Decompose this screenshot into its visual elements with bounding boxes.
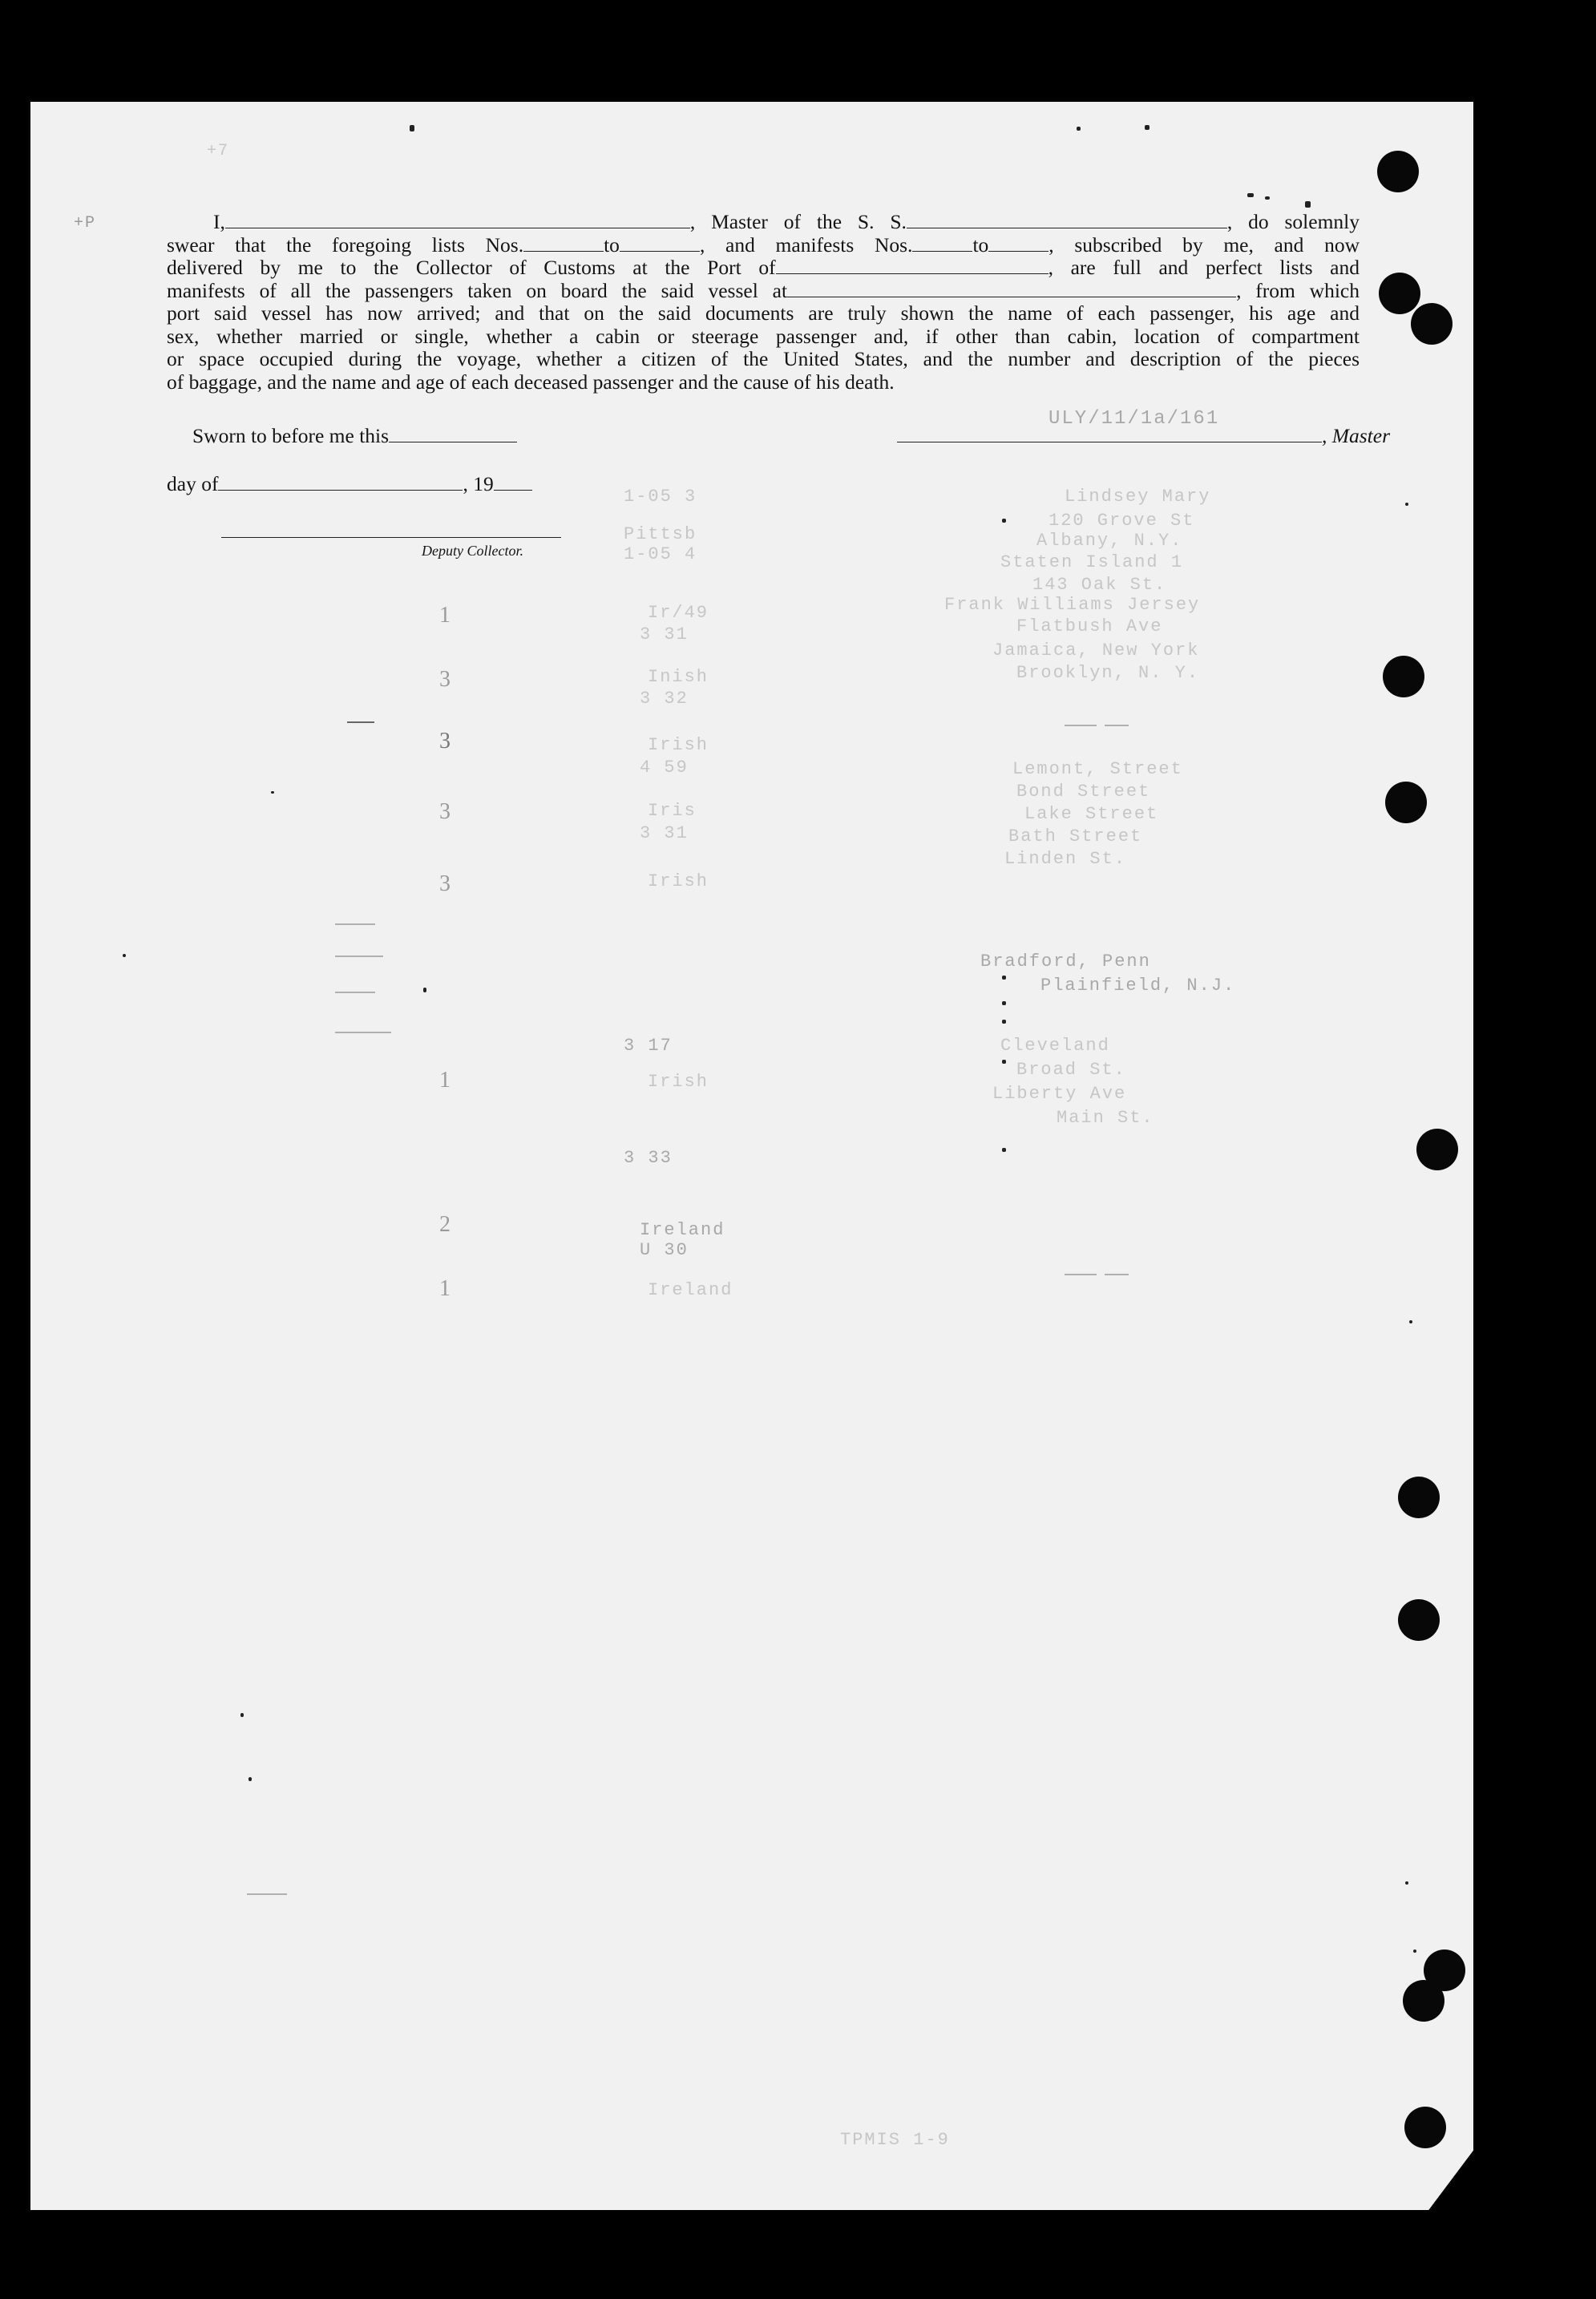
bleed-text: Staten Island 1 <box>1000 552 1184 572</box>
bleed-text: Liberty Ave <box>992 1084 1127 1104</box>
speck <box>423 988 426 992</box>
day-of-label: day of <box>167 472 219 495</box>
oath-subscribed: , subscribed by me, and now <box>1049 232 1360 257</box>
bleed-text: Inish <box>648 667 709 687</box>
punch-hole <box>1398 1477 1440 1518</box>
bleed-number: 3 <box>439 667 452 692</box>
oath-to-1: to <box>604 232 620 257</box>
master-name-field[interactable] <box>225 213 690 228</box>
speck <box>1405 1881 1408 1885</box>
manifests-to-field[interactable] <box>988 236 1049 252</box>
oath-manifests-all: manifests of all the passengers taken on board the said vessel at <box>167 278 788 302</box>
bleed-text: 3 31 <box>640 624 689 644</box>
month-field[interactable] <box>218 475 463 491</box>
bleed-text: Irish <box>648 1072 709 1092</box>
punch-hole <box>1404 2107 1446 2148</box>
oath-line-6: sex, whether married or single, whether a cabin or steerage passenger and, if other than cabin, location of compartment <box>167 324 1360 348</box>
bleed-text: Main St. <box>1057 1108 1154 1128</box>
punch-hole <box>1377 151 1419 192</box>
bleed-text-header: ULY/11/1a/161 <box>1049 408 1220 430</box>
deputy-collector-label: Deputy Collector. <box>422 543 523 559</box>
bleed-text: Bradford, Penn <box>980 952 1151 972</box>
speck <box>1409 1320 1412 1323</box>
bleed-dash <box>335 992 375 993</box>
speck <box>271 791 274 794</box>
bleed-text: Irish <box>648 735 709 755</box>
year-field[interactable] <box>494 475 532 491</box>
bleed-text: Ireland <box>640 1220 725 1240</box>
oath-full: , are full and perfect lists and <box>1048 256 1360 279</box>
punch-hole <box>1416 1129 1458 1170</box>
deputy-signature-field[interactable] <box>221 537 561 538</box>
bleed-text: Iris <box>648 801 697 821</box>
speck <box>1002 1001 1006 1005</box>
bleed-text: Brooklyn, N. Y. <box>1016 663 1200 683</box>
speck <box>1077 127 1081 131</box>
bleed-text: 1-05 3 <box>624 487 697 507</box>
manifest-page <box>30 102 1473 2210</box>
master-signature-row <box>856 424 1390 448</box>
bleed-dash <box>335 956 383 957</box>
bleed-dash <box>1065 1274 1097 1275</box>
bleed-text: Bath Street <box>1008 826 1143 846</box>
oath-line-8: of baggage, and the name and age of each deceased passenger and the cause of his death. <box>167 370 895 394</box>
port-field[interactable] <box>776 259 1049 274</box>
oath-line-5: port said vessel has now arrived; and that on the said documents are truly shown the name of each passenger, his age and <box>167 301 1360 325</box>
bleed-text: Flatbush Ave <box>1016 616 1163 636</box>
day-of-row <box>167 472 532 496</box>
bleed-text: Bond Street <box>1016 782 1151 802</box>
oath-line-7: or space occupied during the voyage, whether a citizen of the United States, and the number and description of the pieces <box>167 347 1360 370</box>
bleed-text: Jamaica, New York <box>992 640 1200 661</box>
bleed-text: 1-05 4 <box>624 544 697 564</box>
bleed-text: Ir/49 <box>648 603 709 623</box>
bleed-text: 3 31 <box>640 823 689 843</box>
speck <box>1002 519 1006 523</box>
bleed-dash <box>247 1893 287 1895</box>
speck <box>1145 125 1150 130</box>
lists-from-field[interactable] <box>523 236 604 252</box>
bleed-text: Broad St. <box>1016 1060 1126 1080</box>
speck <box>1002 1148 1006 1152</box>
bleed-number: 1 <box>439 1068 452 1093</box>
punch-hole <box>1398 1599 1440 1641</box>
bleed-dash <box>335 923 375 925</box>
bleed-dash <box>335 1032 391 1033</box>
speck <box>1265 196 1270 200</box>
speck <box>1305 201 1311 208</box>
punch-hole <box>1385 782 1427 823</box>
bleed-text: Frank Williams Jersey <box>944 595 1201 615</box>
oath-i: I, <box>213 210 225 233</box>
master-oath-paragraph <box>167 211 1360 394</box>
speck <box>240 1713 244 1717</box>
master-label: , Master <box>1322 424 1390 447</box>
bleed-text: Lake Street <box>1024 804 1159 824</box>
speck <box>1002 976 1006 980</box>
bleed-number: 1 <box>439 603 452 628</box>
bleed-footer: TPMIS 1-9 <box>840 2130 950 2150</box>
bleed-number: 3 <box>439 871 452 896</box>
bleed-dash <box>1065 725 1097 726</box>
bleed-text: Linden St. <box>1004 849 1127 869</box>
speck <box>1247 193 1254 197</box>
bleed-number: 2 <box>439 1212 452 1237</box>
speck <box>123 954 126 957</box>
bleed-dash <box>347 721 374 723</box>
bleed-text: Plainfield, N.J. <box>1040 976 1236 996</box>
punch-hole <box>1379 273 1420 314</box>
oath-delivered: delivered by me to the Collector of Customs at the Port of <box>167 256 776 279</box>
bleed-text: 4 59 <box>640 758 689 778</box>
speck <box>248 1777 252 1781</box>
year-prefix: , 19 <box>463 472 494 495</box>
bleed-text: U 30 <box>640 1240 689 1260</box>
oath-line-3 <box>167 257 1360 280</box>
oath-line-2 <box>167 234 1360 257</box>
bleed-text: 120 Grove St <box>1049 511 1195 531</box>
oath-to-2: to <box>972 232 989 257</box>
master-signature-field[interactable] <box>897 427 1322 442</box>
oath-from: , from which <box>1236 278 1360 302</box>
ship-name-field[interactable] <box>907 213 1227 228</box>
torn-corner <box>1427 2148 1475 2212</box>
bleed-text: Pittsb <box>624 524 697 544</box>
bleed-number: 3 <box>439 799 452 824</box>
bleed-text: 3 17 <box>624 1036 673 1056</box>
oath-line-4 <box>167 280 1360 303</box>
sworn-day-field[interactable] <box>389 427 517 442</box>
embark-port-field[interactable] <box>787 282 1236 297</box>
punch-hole <box>1403 1980 1444 2022</box>
margin-note: +P <box>74 214 97 232</box>
bleed-text: Ireland <box>648 1280 733 1300</box>
bleed-text: 143 Oak St. <box>1032 575 1167 595</box>
lists-to-field[interactable] <box>620 236 700 252</box>
sworn-label: Sworn to before me this <box>192 424 390 447</box>
sworn-row <box>192 424 517 448</box>
bleed-text: Lindsey Mary <box>1065 487 1211 507</box>
bleed-text: Lemont, Street <box>1012 759 1183 779</box>
speck <box>1405 503 1408 506</box>
bleed-dash <box>1105 725 1129 726</box>
manifests-from-field[interactable] <box>912 236 972 252</box>
bleed-text: Albany, N.Y. <box>1036 531 1183 551</box>
bleed-dash <box>1105 1274 1129 1275</box>
punch-hole <box>1411 303 1453 345</box>
oath-solemnly: , do solemnly <box>1226 210 1360 233</box>
punch-hole <box>1383 656 1424 697</box>
bleed-text: 3 32 <box>640 689 689 709</box>
bleed-number: 1 <box>439 1276 452 1301</box>
margin-note: +7 <box>207 142 230 160</box>
speck <box>1002 1020 1006 1024</box>
oath-line-1 <box>167 211 1360 234</box>
bleed-number: 3 <box>439 729 452 754</box>
oath-swear: swear that the foregoing lists Nos. <box>167 232 524 257</box>
speck <box>1002 1060 1006 1064</box>
bleed-text: Cleveland <box>1000 1036 1110 1056</box>
bleed-text: 3 33 <box>624 1148 673 1168</box>
oath-manifests: , and manifests Nos. <box>699 232 913 257</box>
speck <box>410 125 414 131</box>
oath-master-of: , Master of the S. S. <box>689 210 907 233</box>
bleed-text: Irish <box>648 871 709 891</box>
speck <box>1413 1950 1416 1953</box>
